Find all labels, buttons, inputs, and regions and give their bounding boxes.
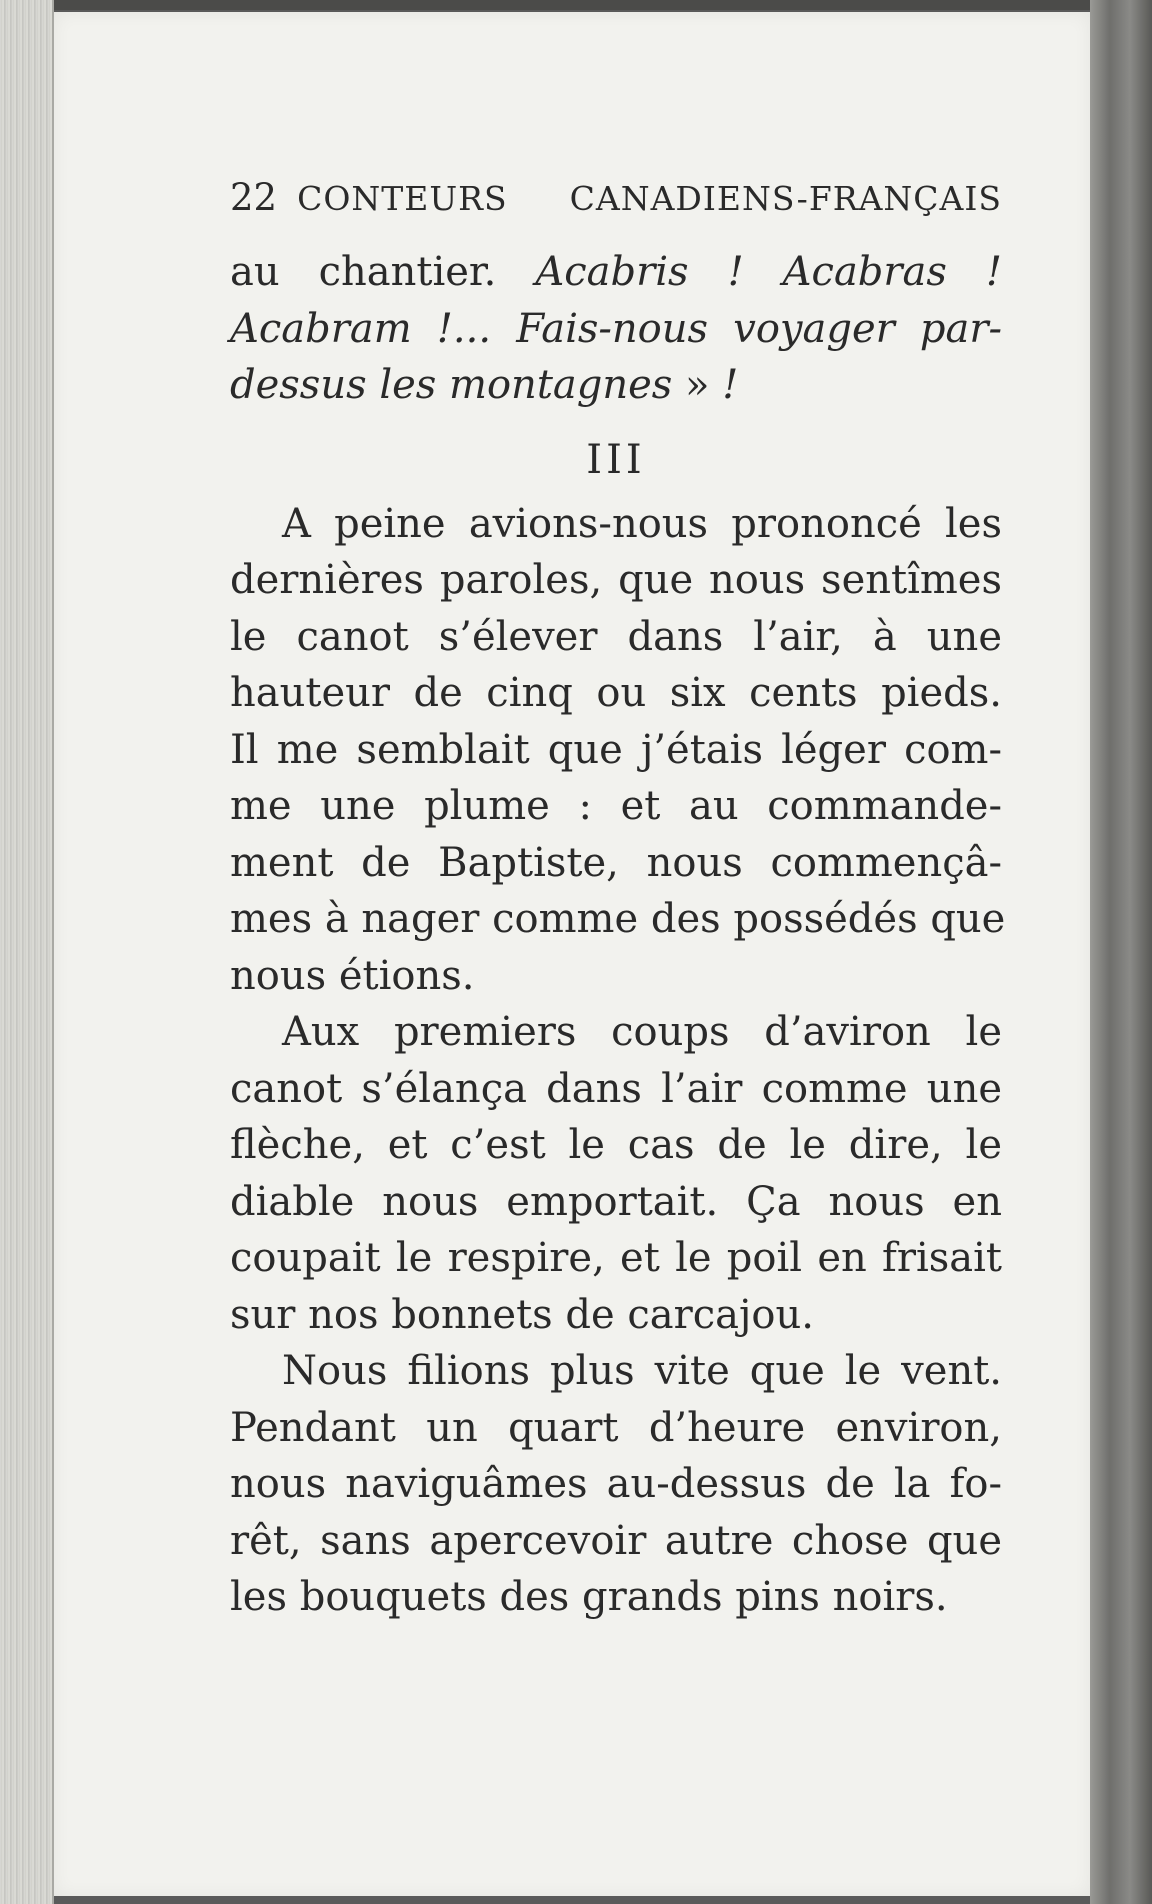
text-line-italic: dessus les montagnes [230, 362, 673, 408]
paragraph-top [230, 244, 1002, 414]
book-page-edges [0, 0, 54, 1904]
text-line: diable nous emportait. Ça nous en [230, 1178, 1002, 1225]
text-line: coupait le respire, et le poil en frisait [230, 1235, 1002, 1281]
text-line: sur nos bonnets de carcajou. [230, 1291, 814, 1338]
text-line: hauteur de cinq ou six cents pieds. [230, 670, 1002, 716]
running-title: CONTEURS CANADIENS-FRANÇAIS [297, 179, 1002, 218]
text-line: mes à nager comme des possédés que [230, 896, 1006, 942]
section-heading: III [586, 436, 646, 483]
book-spine [1090, 0, 1152, 1904]
text-line: les bouquets des grands pins noirs. [230, 1574, 948, 1620]
text-line: dernières paroles, que nous sentîmes [230, 557, 1002, 603]
page-number: 22 [230, 176, 278, 219]
text-line: nous étions. [230, 952, 475, 999]
paragraph-1 [230, 496, 1006, 1005]
text-line-italic: Acabris ! Acabras ! [535, 249, 1002, 295]
text-line: le canot s’élever dans l’air, à une [230, 613, 1002, 660]
paragraph-3 [230, 1343, 1002, 1626]
text-line: flèche, et c’est le cas de le dire, le [230, 1122, 1002, 1168]
text-line: Pendant un quart d’heure environ, [230, 1404, 1002, 1451]
running-header [230, 170, 1002, 230]
text-line-plain: au chantier. [230, 249, 536, 295]
text-line-italic: ! [722, 362, 739, 408]
page-text-block [230, 170, 1006, 1626]
text-line: me une plume : et au commande- [230, 783, 1002, 829]
text-line: dessus les montagnes » ! [230, 362, 739, 408]
text-line: Il me semblait que j’étais léger com- [230, 726, 1002, 773]
text-line: A peine avions-nous prononcé les [282, 500, 1002, 547]
text-line: nous naviguâmes au-dessus de la fo- [230, 1461, 1002, 1507]
text-line: canot s’élança dans l’air comme une [230, 1065, 1002, 1112]
text-line: Nous filions plus vite que le vent. [282, 1348, 1002, 1394]
text-line: Aux premiers coups d’aviron le [282, 1009, 1002, 1055]
paragraph-2 [230, 1004, 1002, 1343]
text-line: rêt, sans apercevoir autre chose que [230, 1517, 1002, 1564]
text-line: ment de Baptiste, nous commençâ- [230, 839, 1002, 886]
text-line [230, 244, 1002, 301]
scan-top-edge [0, 0, 1152, 10]
text-line: Acabram !... Fais-nous voyager par- [230, 305, 1002, 352]
